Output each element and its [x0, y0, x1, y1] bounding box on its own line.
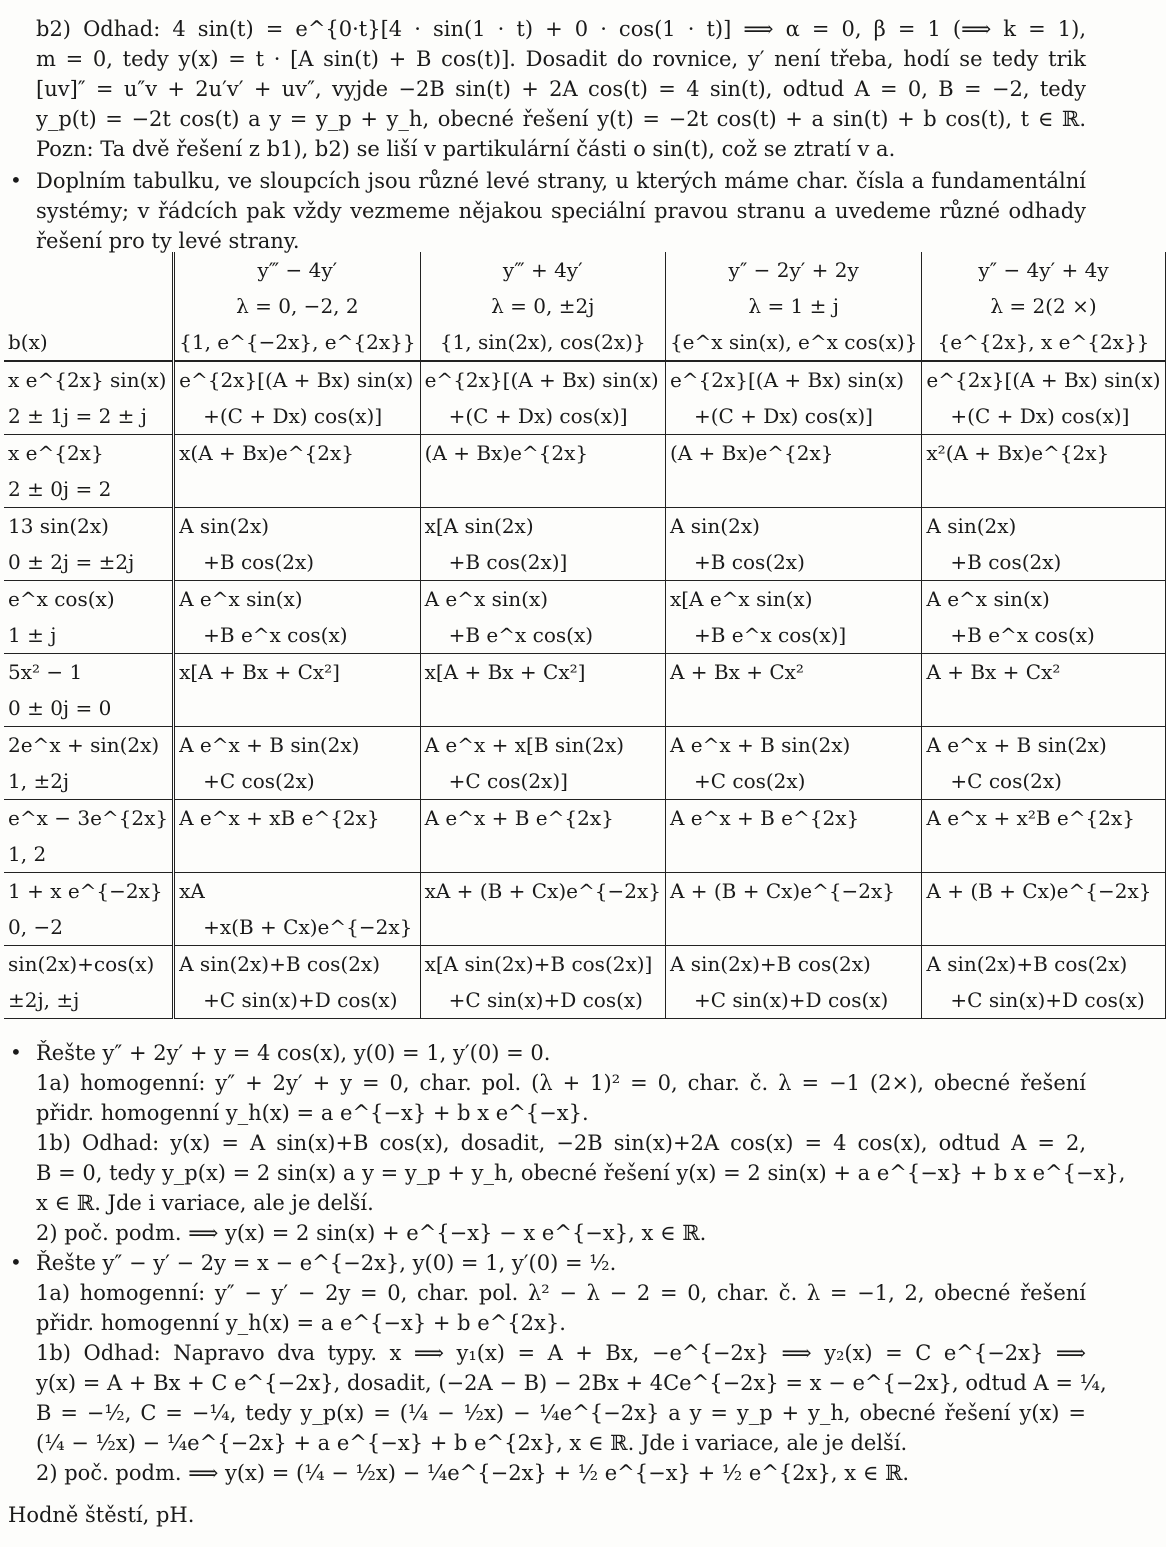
estimate-cell: A e^x + x²B e^{2x}	[922, 800, 1165, 837]
estimate-cell	[420, 836, 665, 873]
estimate-cell: x[A + Bx + Cx²]	[174, 654, 420, 691]
rhs-cell: 5x² − 1	[4, 654, 174, 691]
rhs-cell: ±2j, ±j	[4, 982, 174, 1019]
estimate-cell: +B cos(2x)]	[420, 544, 665, 581]
header-cell: {e^{2x}, x e^{2x}}	[922, 324, 1165, 361]
text-line: [uv]″ = u″v + 2u′v′ + uv″, vyjde −2B sin(t) + 2A cos(t) = 4 sin(t), odtud A = 0, B = −2, tedy	[36, 77, 1086, 101]
exercise-title: Řešte y″ + 2y′ + y = 4 cos(x), y(0) = 1, y′(0) = 0.	[36, 1041, 551, 1065]
text-line: přidr. homogenní y_h(x) = a e^{−x} + b x e^{−x}.	[36, 1101, 589, 1125]
estimate-cell	[420, 690, 665, 727]
estimate-cell: A sin(2x)+B cos(2x)	[174, 946, 420, 983]
estimate-cell: A e^x + B e^{2x}	[420, 800, 665, 837]
rhs-cell: x e^{2x}	[4, 435, 174, 472]
rhs-cell: 1 + x e^{−2x}	[4, 873, 174, 910]
estimate-cell: +(C + Dx) cos(x)]	[174, 398, 420, 435]
header-label-cell	[4, 288, 174, 324]
text-line: přidr. homogenní y_h(x) = a e^{−x} + b e^{2x}.	[36, 1311, 566, 1335]
estimate-cell: A sin(2x)+B cos(2x)	[665, 946, 921, 983]
estimate-cell: e^{2x}[(A + Bx) sin(x)	[420, 361, 665, 398]
table-row	[4, 617, 1165, 654]
estimate-cell: A e^x sin(x)	[174, 581, 420, 618]
rhs-cell: 2e^x + sin(2x)	[4, 727, 174, 764]
estimate-cell: A e^x + x[B sin(2x)	[420, 727, 665, 764]
header-cell: y″ − 4y′ + 4y	[922, 252, 1165, 288]
rhs-cell: e^x − 3e^{2x}	[4, 800, 174, 837]
header-cell: y″ − 2y′ + 2y	[665, 252, 921, 288]
table-row	[4, 398, 1165, 435]
table-row	[4, 361, 1165, 398]
table-row	[4, 435, 1165, 472]
estimate-cell: +C sin(x)+D cos(x)	[665, 982, 921, 1019]
estimate-cell: e^{2x}[(A + Bx) sin(x)	[665, 361, 921, 398]
rhs-cell: 13 sin(2x)	[4, 508, 174, 545]
estimate-cell: +B cos(2x)	[174, 544, 420, 581]
table-row	[4, 544, 1165, 581]
text-line: systémy; v řádcích pak vždy vezmeme nějakou speciální pravou stranu a uvedeme různé odhady	[36, 199, 1086, 223]
header-cell: λ = 2(2 ×)	[922, 288, 1165, 324]
estimate-cell: x[A e^x sin(x)	[665, 581, 921, 618]
rhs-cell: 2 ± 0j = 2	[4, 471, 174, 508]
estimate-cell	[420, 471, 665, 508]
table-header-row	[4, 288, 1165, 324]
header-cell: λ = 0, ±2j	[420, 288, 665, 324]
estimate-cell: A + Bx + Cx²	[665, 654, 921, 691]
text-line: x ∈ ℝ. Jde i variace, ale je delší.	[36, 1191, 374, 1215]
estimate-cell: +x(B + Cx)e^{−2x}	[174, 909, 420, 946]
estimate-cell: A + (B + Cx)e^{−2x}	[922, 873, 1165, 910]
estimate-cell: A + (B + Cx)e^{−2x}	[665, 873, 921, 910]
rhs-cell: x e^{2x} sin(x)	[4, 361, 174, 398]
table-row	[4, 982, 1165, 1019]
estimate-cell: e^{2x}[(A + Bx) sin(x)	[174, 361, 420, 398]
rhs-cell: sin(2x)+cos(x)	[4, 946, 174, 983]
estimate-cell	[665, 909, 921, 946]
text-line: (¼ − ½x) − ¼e^{−2x} + a e^{−x} + b e^{2x}, x ∈ ℝ. Jde i variace, ale je delší.	[36, 1431, 908, 1455]
header-cell: y‴ − 4y′	[174, 252, 420, 288]
estimate-cell: +C cos(2x)	[174, 763, 420, 800]
bullet-icon: •	[10, 1250, 22, 1274]
table-row	[4, 654, 1165, 691]
rhs-cell: 1, 2	[4, 836, 174, 873]
estimate-cell: +C cos(2x)	[922, 763, 1165, 800]
text-line: 1a) homogenní: y″ − y′ − 2y = 0, char. pol. λ² − λ − 2 = 0, char. č. λ = −1, 2, obecné řešení	[36, 1281, 1086, 1305]
header-cell: λ = 1 ± j	[665, 288, 921, 324]
text-line: řešení pro ty levé strany.	[36, 229, 300, 253]
estimate-cell: x(A + Bx)e^{2x}	[174, 435, 420, 472]
table-row	[4, 508, 1165, 545]
estimate-cell	[665, 690, 921, 727]
bullet-icon: •	[10, 1040, 22, 1064]
estimate-cell: +C sin(x)+D cos(x)	[420, 982, 665, 1019]
rhs-cell: 1 ± j	[4, 617, 174, 654]
estimate-cell: +(C + Dx) cos(x)]	[420, 398, 665, 435]
estimate-cell	[665, 471, 921, 508]
estimate-cell: A sin(2x)	[922, 508, 1165, 545]
estimate-cell: (A + Bx)e^{2x}	[665, 435, 921, 472]
header-cell: {1, e^{−2x}, e^{2x}}	[174, 324, 420, 361]
estimate-cell	[174, 471, 420, 508]
estimate-cell: A e^x + B sin(2x)	[922, 727, 1165, 764]
text-line: b2) Odhad: 4 sin(t) = e^{0·t}[4 · sin(1 · t) + 0 · cos(1 · t)] ⟹ α = 0, β = 1 (⟹ k = 1),	[36, 17, 1086, 41]
exercise-title: Řešte y″ − y′ − 2y = x − e^{−2x}, y(0) = 1, y′(0) = ½.	[36, 1251, 617, 1275]
estimate-cell	[420, 909, 665, 946]
text-line: y_p(t) = −2t cos(t) a y = y_p + y_h, obecné řešení y(t) = −2t cos(t) + a sin(t) + b cos(t), t ∈ ℝ.	[36, 107, 1086, 131]
estimate-cell: A + Bx + Cx²	[922, 654, 1165, 691]
closing-text: Hodně štěstí, pH.	[8, 1503, 195, 1527]
table-row	[4, 471, 1165, 508]
header-cell: {e^x sin(x), e^x cos(x)}	[665, 324, 921, 361]
header-label-cell: b(x)	[4, 324, 174, 361]
rhs-cell: 0 ± 2j = ±2j	[4, 544, 174, 581]
text-line: 2) poč. podm. ⟹ y(x) = (¼ − ½x) − ¼e^{−2x} + ½ e^{−x} + ½ e^{2x}, x ∈ ℝ.	[36, 1461, 910, 1485]
text-line: m = 0, tedy y(x) = t · [A sin(t) + B cos(t)]. Dosadit do rovnice, y′ není třeba, hodí se tedy trik	[36, 47, 1086, 71]
estimate-cell: A e^x sin(x)	[922, 581, 1165, 618]
header-cell: λ = 0, −2, 2	[174, 288, 420, 324]
estimate-cell: A sin(2x)	[174, 508, 420, 545]
estimate-table	[4, 252, 1166, 1019]
text-line: Pozn: Ta dvě řešení z b1), b2) se liší v partikulární části o sin(t), což se ztratí v a.	[36, 137, 896, 161]
estimate-cell: +B cos(2x)	[922, 544, 1165, 581]
table-row	[4, 873, 1165, 910]
estimate-cell	[922, 471, 1165, 508]
estimate-cell: (A + Bx)e^{2x}	[420, 435, 665, 472]
estimate-cell: A e^x + B sin(2x)	[174, 727, 420, 764]
table-row	[4, 581, 1165, 618]
estimate-cell: +C sin(x)+D cos(x)	[922, 982, 1165, 1019]
estimate-cell: A sin(2x)	[665, 508, 921, 545]
table-row	[4, 836, 1165, 873]
table-row	[4, 727, 1165, 764]
rhs-cell: 0 ± 0j = 0	[4, 690, 174, 727]
text-line: y(x) = A + Bx + C e^{−2x}, dosadit, (−2A − B) − 2Bx + 4Ce^{−2x} = x − e^{−2x}, odtud A = ¼,	[36, 1371, 1107, 1395]
estimate-cell: +B e^x cos(x)	[174, 617, 420, 654]
table-header-row	[4, 252, 1165, 288]
estimate-cell: A e^x + B e^{2x}	[665, 800, 921, 837]
estimate-cell: +B e^x cos(x)	[420, 617, 665, 654]
header-label-cell	[4, 252, 174, 288]
estimate-cell: xA + (B + Cx)e^{−2x}	[420, 873, 665, 910]
table-row	[4, 690, 1165, 727]
header-cell: {1, sin(2x), cos(2x)}	[420, 324, 665, 361]
estimate-cell: A e^x + xB e^{2x}	[174, 800, 420, 837]
header-cell: y‴ + 4y′	[420, 252, 665, 288]
estimate-cell: x[A + Bx + Cx²]	[420, 654, 665, 691]
estimate-cell	[922, 909, 1165, 946]
estimate-cell: +B e^x cos(x)	[922, 617, 1165, 654]
estimate-cell: xA	[174, 873, 420, 910]
estimate-cell: +B e^x cos(x)]	[665, 617, 921, 654]
estimate-cell: x²(A + Bx)e^{2x}	[922, 435, 1165, 472]
estimate-cell: +C cos(2x)]	[420, 763, 665, 800]
estimate-cell: +C cos(2x)	[665, 763, 921, 800]
text-line: B = −½, C = −¼, tedy y_p(x) = (¼ − ½x) − ¼e^{−2x} a y = y_p + y_h, obecné řešení y(x) =	[36, 1401, 1086, 1425]
text-line: B = 0, tedy y_p(x) = 2 sin(x) a y = y_p + y_h, obecné řešení y(x) = 2 sin(x) + a e^{−x} + b x e^{−x},	[36, 1161, 1126, 1185]
estimate-cell: e^{2x}[(A + Bx) sin(x)	[922, 361, 1165, 398]
table-row	[4, 800, 1165, 837]
text-line: Doplním tabulku, ve sloupcích jsou různé levé strany, u kterých máme char. čísla a fundamentální	[36, 169, 1086, 193]
estimate-cell: +(C + Dx) cos(x)]	[922, 398, 1165, 435]
text-line: 1b) Odhad: y(x) = A sin(x)+B cos(x), dosadit, −2B sin(x)+2A cos(x) = 4 cos(x), odtud A = 2,	[36, 1131, 1086, 1155]
rhs-cell: 2 ± 1j = 2 ± j	[4, 398, 174, 435]
table-row	[4, 946, 1165, 983]
estimate-cell	[922, 690, 1165, 727]
estimate-cell: x[A sin(2x)+B cos(2x)]	[420, 946, 665, 983]
rhs-cell: e^x cos(x)	[4, 581, 174, 618]
estimate-cell: +B cos(2x)	[665, 544, 921, 581]
table-header-row	[4, 324, 1165, 361]
text-line: 1b) Odhad: Napravo dva typy. x ⟹ y₁(x) = A + Bx, −e^{−2x} ⟹ y₂(x) = C e^{−2x} ⟹	[36, 1341, 1086, 1365]
rhs-cell: 1, ±2j	[4, 763, 174, 800]
estimate-cell: A e^x + B sin(2x)	[665, 727, 921, 764]
bullet-icon: •	[10, 168, 22, 192]
estimate-cell	[665, 836, 921, 873]
estimate-cell	[922, 836, 1165, 873]
table-row	[4, 763, 1165, 800]
estimate-cell: +C sin(x)+D cos(x)	[174, 982, 420, 1019]
estimate-cell: x[A sin(2x)	[420, 508, 665, 545]
estimate-cell: A e^x sin(x)	[420, 581, 665, 618]
estimate-cell	[174, 690, 420, 727]
rhs-cell: 0, −2	[4, 909, 174, 946]
estimate-cell: A sin(2x)+B cos(2x)	[922, 946, 1165, 983]
text-line: 1a) homogenní: y″ + 2y′ + y = 0, char. pol. (λ + 1)² = 0, char. č. λ = −1 (2×), obecné řešení	[36, 1071, 1086, 1095]
estimate-cell: +(C + Dx) cos(x)]	[665, 398, 921, 435]
estimate-cell	[174, 836, 420, 873]
text-line: 2) poč. podm. ⟹ y(x) = 2 sin(x) + e^{−x} − x e^{−x}, x ∈ ℝ.	[36, 1221, 707, 1245]
table-row	[4, 909, 1165, 946]
